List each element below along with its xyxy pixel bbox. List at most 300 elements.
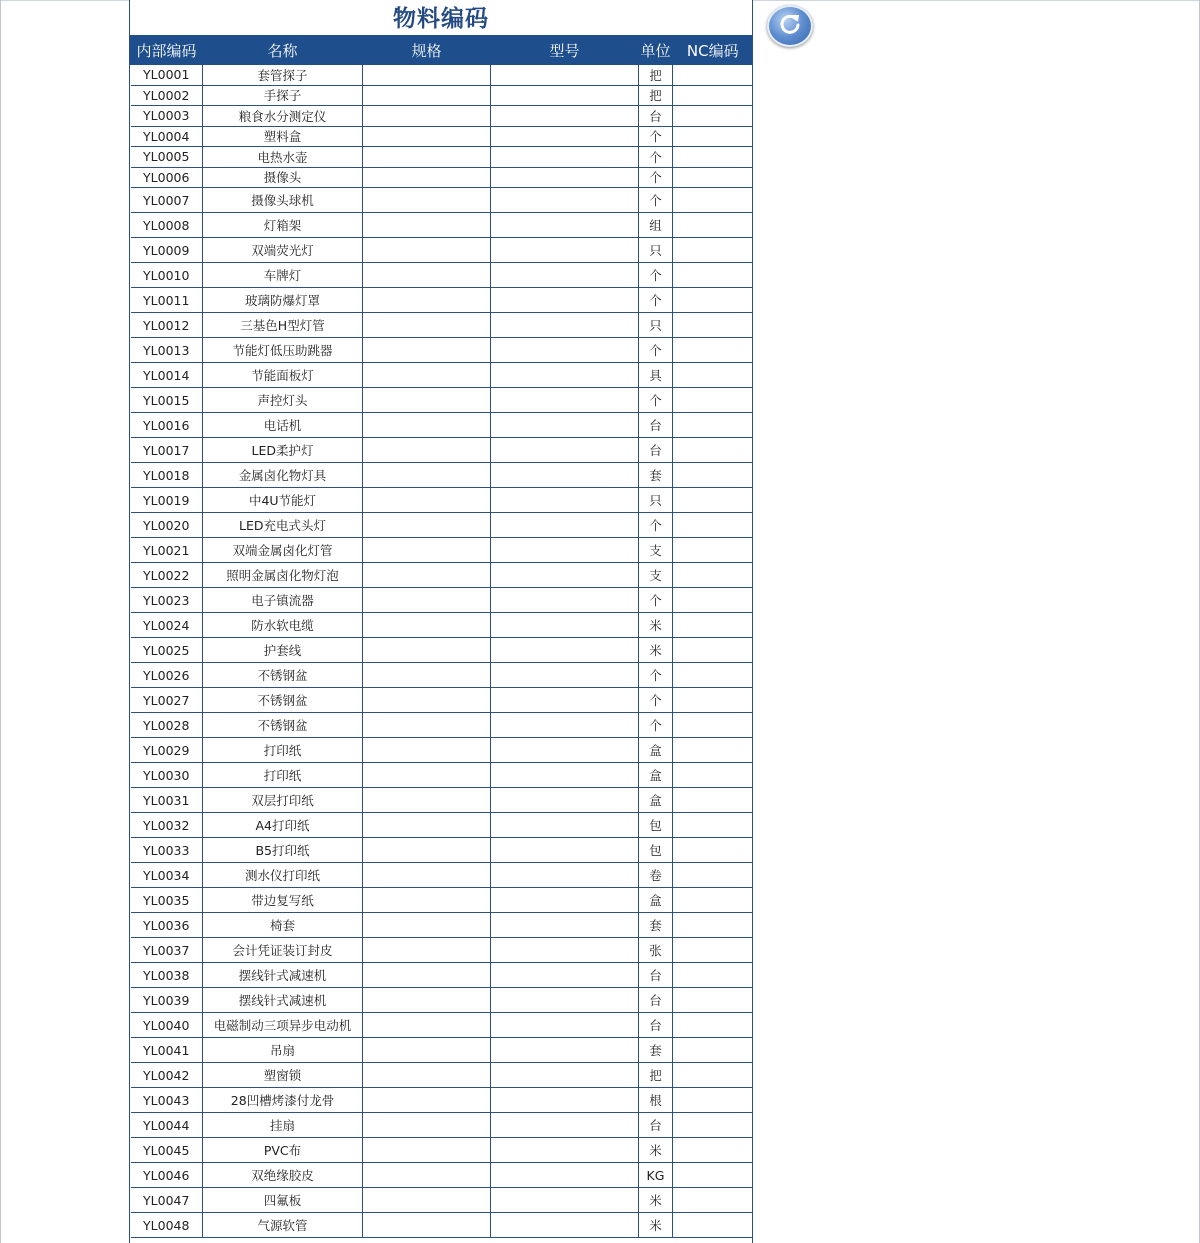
cell-nc-code[interactable]: [673, 1013, 753, 1038]
cell-unit[interactable]: 个: [639, 188, 673, 213]
cell-name[interactable]: 摆线针式减速机: [203, 988, 363, 1013]
cell-unit[interactable]: 台: [639, 988, 673, 1013]
cell-spec[interactable]: [363, 863, 491, 888]
cell-internal-code[interactable]: YL0047: [131, 1188, 203, 1213]
cell-model[interactable]: [491, 513, 639, 538]
cell-model[interactable]: [491, 1188, 639, 1213]
cell-spec[interactable]: [363, 1013, 491, 1038]
cell-model[interactable]: [491, 813, 639, 838]
cell-internal-code[interactable]: YL0010: [131, 263, 203, 288]
cell-spec[interactable]: [363, 713, 491, 738]
cell-spec[interactable]: [363, 613, 491, 638]
cell-nc-code[interactable]: [673, 1113, 753, 1138]
cell-internal-code[interactable]: YL0034: [131, 863, 203, 888]
cell-spec[interactable]: [363, 188, 491, 213]
cell-spec[interactable]: [363, 313, 491, 338]
cell-name[interactable]: 玻璃防爆灯罩: [203, 288, 363, 313]
cell-model[interactable]: [491, 413, 639, 438]
cell-name[interactable]: PVC布: [203, 1138, 363, 1163]
cell-model[interactable]: [491, 65, 639, 85]
cell-nc-code[interactable]: [673, 1038, 753, 1063]
table-row: [131, 813, 753, 838]
cell-nc-code[interactable]: [673, 338, 753, 363]
cell-internal-code[interactable]: YL0027: [131, 688, 203, 713]
cell-internal-code[interactable]: YL0016: [131, 413, 203, 438]
cell-spec[interactable]: [363, 167, 491, 188]
cell-spec[interactable]: [363, 788, 491, 813]
cell-internal-code[interactable]: YL0018: [131, 463, 203, 488]
cell-model[interactable]: [491, 963, 639, 988]
cell-nc-code[interactable]: [673, 663, 753, 688]
cell-spec[interactable]: [363, 388, 491, 413]
cell-unit[interactable]: 个: [639, 513, 673, 538]
cell-nc-code[interactable]: [673, 638, 753, 663]
cell-unit[interactable]: 只: [639, 488, 673, 513]
cell-model[interactable]: [491, 638, 639, 663]
cell-model[interactable]: [491, 1113, 639, 1138]
cell-internal-code[interactable]: YL0043: [131, 1088, 203, 1113]
cell-name[interactable]: 双层打印纸: [203, 788, 363, 813]
cell-nc-code[interactable]: [673, 938, 753, 963]
cell-unit[interactable]: 个: [639, 588, 673, 613]
cell-name[interactable]: 打印纸: [203, 738, 363, 763]
cell-name[interactable]: 塑料盒: [203, 126, 363, 147]
cell-unit[interactable]: 个: [639, 167, 673, 188]
cell-nc-code[interactable]: [673, 838, 753, 863]
cell-unit[interactable]: 个: [639, 288, 673, 313]
cell-model[interactable]: [491, 788, 639, 813]
cell-internal-code[interactable]: YL0048: [131, 1213, 203, 1238]
cell-name[interactable]: 不锈钢盆: [203, 663, 363, 688]
cell-unit[interactable]: 个: [639, 388, 673, 413]
cell-name[interactable]: 测水仪打印纸: [203, 863, 363, 888]
cell-spec[interactable]: [363, 147, 491, 168]
cell-nc-code[interactable]: [673, 363, 753, 388]
cell-internal-code[interactable]: YL0014: [131, 363, 203, 388]
cell-nc-code[interactable]: [673, 65, 753, 85]
cell-unit[interactable]: 米: [639, 1213, 673, 1238]
cell-name[interactable]: A4打印纸: [203, 813, 363, 838]
cell-name[interactable]: 气源软管: [203, 1213, 363, 1238]
cell-nc-code[interactable]: [673, 488, 753, 513]
cell-spec[interactable]: [363, 438, 491, 463]
cell-spec[interactable]: [363, 1063, 491, 1088]
cell-internal-code[interactable]: YL0042: [131, 1063, 203, 1088]
cell-spec[interactable]: [363, 588, 491, 613]
cell-spec[interactable]: [363, 813, 491, 838]
cell-unit[interactable]: 具: [639, 363, 673, 388]
cell-name[interactable]: 节能灯低压助跳器: [203, 338, 363, 363]
cell-name[interactable]: 金属卤化物灯具: [203, 463, 363, 488]
cell-unit[interactable]: 支: [639, 563, 673, 588]
cell-model[interactable]: [491, 888, 639, 913]
column-header-internal-code[interactable]: 内部编码: [131, 35, 203, 65]
cell-nc-code[interactable]: [673, 913, 753, 938]
cell-spec[interactable]: [363, 688, 491, 713]
cell-spec[interactable]: [363, 213, 491, 238]
cell-internal-code[interactable]: YL0005: [131, 147, 203, 168]
cell-unit[interactable]: 个: [639, 126, 673, 147]
cell-model[interactable]: [491, 763, 639, 788]
cell-model[interactable]: [491, 167, 639, 188]
cell-model[interactable]: [491, 688, 639, 713]
cell-internal-code[interactable]: YL0001: [131, 65, 203, 85]
cell-nc-code[interactable]: [673, 688, 753, 713]
cell-internal-code[interactable]: YL0022: [131, 563, 203, 588]
cell-spec[interactable]: [363, 338, 491, 363]
cell-spec[interactable]: [363, 126, 491, 147]
cell-internal-code[interactable]: YL0030: [131, 763, 203, 788]
column-header-name[interactable]: 名称: [203, 35, 363, 65]
cell-internal-code[interactable]: YL0019: [131, 488, 203, 513]
cell-name[interactable]: 电子镇流器: [203, 588, 363, 613]
cell-spec[interactable]: [363, 85, 491, 106]
cell-nc-code[interactable]: [673, 413, 753, 438]
cell-model[interactable]: [491, 147, 639, 168]
cell-spec[interactable]: [363, 1138, 491, 1163]
cell-nc-code[interactable]: [673, 888, 753, 913]
cell-spec[interactable]: [363, 1088, 491, 1113]
cell-model[interactable]: [491, 1138, 639, 1163]
cell-nc-code[interactable]: [673, 1213, 753, 1238]
cell-name[interactable]: 带边复写纸: [203, 888, 363, 913]
cell-model[interactable]: [491, 663, 639, 688]
cell-nc-code[interactable]: [673, 288, 753, 313]
cell-name[interactable]: 电话机: [203, 413, 363, 438]
cell-name[interactable]: 双绝缘胶皮: [203, 1163, 363, 1188]
cell-name[interactable]: 椅套: [203, 913, 363, 938]
cell-spec[interactable]: [363, 488, 491, 513]
cell-spec[interactable]: [363, 938, 491, 963]
cell-model[interactable]: [491, 213, 639, 238]
cell-internal-code[interactable]: YL0008: [131, 213, 203, 238]
cell-name[interactable]: 四氟板: [203, 1188, 363, 1213]
cell-name[interactable]: 摆线针式减速机: [203, 963, 363, 988]
cell-spec[interactable]: [363, 238, 491, 263]
cell-spec[interactable]: [363, 413, 491, 438]
cell-unit[interactable]: 米: [639, 613, 673, 638]
cell-model[interactable]: [491, 538, 639, 563]
cell-unit[interactable]: 包: [639, 838, 673, 863]
cell-unit[interactable]: 台: [639, 438, 673, 463]
cell-unit[interactable]: 盒: [639, 888, 673, 913]
cell-name[interactable]: 电热水壶: [203, 147, 363, 168]
cell-nc-code[interactable]: [673, 313, 753, 338]
cell-internal-code[interactable]: YL0004: [131, 126, 203, 147]
cell-unit[interactable]: 米: [639, 1188, 673, 1213]
cell-model[interactable]: [491, 126, 639, 147]
cell-model[interactable]: [491, 388, 639, 413]
cell-model[interactable]: [491, 1213, 639, 1238]
cell-name[interactable]: LED充电式头灯: [203, 513, 363, 538]
cell-nc-code[interactable]: [673, 988, 753, 1013]
cell-spec[interactable]: [363, 1038, 491, 1063]
column-header-unit[interactable]: 单位: [639, 35, 673, 65]
cell-model[interactable]: [491, 338, 639, 363]
cell-name[interactable]: 灯箱架: [203, 213, 363, 238]
cell-unit[interactable]: 把: [639, 85, 673, 106]
cell-model[interactable]: [491, 938, 639, 963]
cell-model[interactable]: [491, 588, 639, 613]
cell-unit[interactable]: 台: [639, 106, 673, 127]
cell-unit[interactable]: 把: [639, 65, 673, 85]
cell-unit[interactable]: 个: [639, 338, 673, 363]
cell-nc-code[interactable]: [673, 738, 753, 763]
column-header-nc-code[interactable]: NC编码: [673, 35, 753, 65]
cell-name[interactable]: 吊扇: [203, 1038, 363, 1063]
cell-internal-code[interactable]: YL0012: [131, 313, 203, 338]
cell-model[interactable]: [491, 738, 639, 763]
cell-nc-code[interactable]: [673, 538, 753, 563]
cell-nc-code[interactable]: [673, 613, 753, 638]
cell-name[interactable]: 28凹槽烤漆付龙骨: [203, 1088, 363, 1113]
cell-unit[interactable]: KG: [639, 1163, 673, 1188]
cell-nc-code[interactable]: [673, 788, 753, 813]
cell-internal-code[interactable]: YL0039: [131, 988, 203, 1013]
table-row: [131, 167, 753, 188]
cell-internal-code[interactable]: YL0011: [131, 288, 203, 313]
cell-spec[interactable]: [363, 1213, 491, 1238]
cell-name[interactable]: 摄像头: [203, 167, 363, 188]
cell-internal-code[interactable]: YL0033: [131, 838, 203, 863]
cell-model[interactable]: [491, 563, 639, 588]
cell-model[interactable]: [491, 238, 639, 263]
cell-unit[interactable]: 米: [639, 638, 673, 663]
cell-model[interactable]: [491, 463, 639, 488]
cell-unit[interactable]: 个: [639, 688, 673, 713]
cell-internal-code[interactable]: YL0035: [131, 888, 203, 913]
cell-model[interactable]: [491, 988, 639, 1013]
cell-internal-code[interactable]: YL0023: [131, 588, 203, 613]
cell-name[interactable]: 粮食水分测定仪: [203, 106, 363, 127]
cell-spec[interactable]: [363, 363, 491, 388]
cell-spec[interactable]: [363, 763, 491, 788]
cell-name[interactable]: 不锈钢盆: [203, 713, 363, 738]
cell-unit[interactable]: 把: [639, 1063, 673, 1088]
cell-nc-code[interactable]: [673, 238, 753, 263]
cell-internal-code[interactable]: YL0013: [131, 338, 203, 363]
cell-model[interactable]: [491, 438, 639, 463]
cell-model[interactable]: [491, 863, 639, 888]
cell-unit[interactable]: 张: [639, 938, 673, 963]
cell-internal-code[interactable]: YL0044: [131, 1113, 203, 1138]
cell-unit[interactable]: 套: [639, 1038, 673, 1063]
column-header-spec[interactable]: 规格: [363, 35, 491, 65]
cell-spec[interactable]: [363, 838, 491, 863]
cell-internal-code[interactable]: YL0045: [131, 1138, 203, 1163]
column-header-model[interactable]: 型号: [491, 35, 639, 65]
cell-unit[interactable]: 台: [639, 1013, 673, 1038]
cell-nc-code[interactable]: [673, 963, 753, 988]
cell-name[interactable]: 防水软电缆: [203, 613, 363, 638]
cell-unit[interactable]: 只: [639, 313, 673, 338]
cell-internal-code[interactable]: YL0028: [131, 713, 203, 738]
cell-name[interactable]: 会计凭证装订封皮: [203, 938, 363, 963]
refresh-button[interactable]: [767, 5, 813, 47]
cell-name[interactable]: 双端荧光灯: [203, 238, 363, 263]
cell-name[interactable]: 电磁制动三项异步电动机: [203, 1013, 363, 1038]
cell-model[interactable]: [491, 713, 639, 738]
cell-internal-code[interactable]: YL0015: [131, 388, 203, 413]
cell-model[interactable]: [491, 363, 639, 388]
cell-unit[interactable]: 米: [639, 1138, 673, 1163]
cell-nc-code[interactable]: [673, 1063, 753, 1088]
cell-nc-code[interactable]: [673, 263, 753, 288]
cell-internal-code[interactable]: YL0026: [131, 663, 203, 688]
cell-unit[interactable]: 台: [639, 1113, 673, 1138]
cell-name[interactable]: 三基色H型灯管: [203, 313, 363, 338]
cell-nc-code[interactable]: [673, 213, 753, 238]
cell-nc-code[interactable]: [673, 563, 753, 588]
cell-unit[interactable]: 个: [639, 663, 673, 688]
cell-model[interactable]: [491, 1063, 639, 1088]
cell-nc-code[interactable]: [673, 713, 753, 738]
cell-unit[interactable]: 台: [639, 413, 673, 438]
cell-internal-code[interactable]: YL0038: [131, 963, 203, 988]
cell-name[interactable]: LED柔护灯: [203, 438, 363, 463]
cell-spec[interactable]: [363, 963, 491, 988]
cell-internal-code[interactable]: YL0029: [131, 738, 203, 763]
table-row: [131, 913, 753, 938]
cell-unit[interactable]: 盒: [639, 788, 673, 813]
cell-nc-code[interactable]: [673, 813, 753, 838]
cell-unit[interactable]: 卷: [639, 863, 673, 888]
cell-name[interactable]: 手探子: [203, 85, 363, 106]
cell-name[interactable]: 挂扇: [203, 1113, 363, 1138]
cell-unit[interactable]: 套: [639, 913, 673, 938]
cell-internal-code[interactable]: YL0009: [131, 238, 203, 263]
cell-model[interactable]: [491, 488, 639, 513]
cell-model[interactable]: [491, 613, 639, 638]
cell-unit[interactable]: 盒: [639, 763, 673, 788]
cell-nc-code[interactable]: [673, 1188, 753, 1213]
cell-nc-code[interactable]: [673, 85, 753, 106]
cell-name[interactable]: 中4U节能灯: [203, 488, 363, 513]
table-row: [131, 863, 753, 888]
cell-name[interactable]: 双端金属卤化灯管: [203, 538, 363, 563]
cell-nc-code[interactable]: [673, 147, 753, 168]
cell-nc-code[interactable]: [673, 188, 753, 213]
cell-nc-code[interactable]: [673, 863, 753, 888]
table-row: [131, 838, 753, 863]
cell-unit[interactable]: 套: [639, 463, 673, 488]
cell-spec[interactable]: [363, 563, 491, 588]
cell-nc-code[interactable]: [673, 106, 753, 127]
cell-internal-code[interactable]: YL0041: [131, 1038, 203, 1063]
cell-model[interactable]: [491, 288, 639, 313]
cell-nc-code[interactable]: [673, 463, 753, 488]
cell-unit[interactable]: 个: [639, 713, 673, 738]
cell-spec[interactable]: [363, 513, 491, 538]
cell-nc-code[interactable]: [673, 1088, 753, 1113]
cell-spec[interactable]: [363, 65, 491, 85]
cell-internal-code[interactable]: YL0032: [131, 813, 203, 838]
cell-internal-code[interactable]: YL0021: [131, 538, 203, 563]
cell-internal-code[interactable]: YL0040: [131, 1013, 203, 1038]
cell-model[interactable]: [491, 1013, 639, 1038]
cell-spec[interactable]: [363, 913, 491, 938]
cell-nc-code[interactable]: [673, 513, 753, 538]
cell-spec[interactable]: [363, 538, 491, 563]
cell-name[interactable]: 打印纸: [203, 763, 363, 788]
cell-name[interactable]: 声控灯头: [203, 388, 363, 413]
cell-name[interactable]: B5打印纸: [203, 838, 363, 863]
cell-nc-code[interactable]: [673, 388, 753, 413]
cell-internal-code[interactable]: YL0036: [131, 913, 203, 938]
cell-model[interactable]: [491, 85, 639, 106]
cell-nc-code[interactable]: [673, 167, 753, 188]
cell-unit[interactable]: 根: [639, 1088, 673, 1113]
cell-name[interactable]: 套管探子: [203, 65, 363, 85]
cell-internal-code[interactable]: YL0020: [131, 513, 203, 538]
cell-unit[interactable]: 只: [639, 238, 673, 263]
cell-internal-code[interactable]: YL0024: [131, 613, 203, 638]
cell-spec[interactable]: [363, 1113, 491, 1138]
cell-model[interactable]: [491, 188, 639, 213]
cell-model[interactable]: [491, 1038, 639, 1063]
cell-nc-code[interactable]: [673, 763, 753, 788]
cell-model[interactable]: [491, 838, 639, 863]
cell-internal-code[interactable]: YL0046: [131, 1163, 203, 1188]
cell-spec[interactable]: [363, 663, 491, 688]
cell-name[interactable]: 照明金属卤化物灯泡: [203, 563, 363, 588]
cell-internal-code[interactable]: YL0002: [131, 85, 203, 106]
cell-name[interactable]: 塑窗锁: [203, 1063, 363, 1088]
cell-internal-code[interactable]: YL0003: [131, 106, 203, 127]
cell-internal-code[interactable]: YL0006: [131, 167, 203, 188]
cell-nc-code[interactable]: [673, 438, 753, 463]
cell-internal-code[interactable]: YL0037: [131, 938, 203, 963]
cell-name[interactable]: 护套线: [203, 638, 363, 663]
cell-unit[interactable]: 包: [639, 813, 673, 838]
cell-nc-code[interactable]: [673, 1138, 753, 1163]
cell-spec[interactable]: [363, 106, 491, 127]
cell-internal-code[interactable]: YL0007: [131, 188, 203, 213]
cell-nc-code[interactable]: [673, 126, 753, 147]
cell-unit[interactable]: 组: [639, 213, 673, 238]
cell-spec[interactable]: [363, 463, 491, 488]
cell-spec[interactable]: [363, 1188, 491, 1213]
cell-name[interactable]: 不锈钢盆: [203, 688, 363, 713]
cell-spec[interactable]: [363, 638, 491, 663]
cell-name[interactable]: 摄像头球机: [203, 188, 363, 213]
cell-internal-code[interactable]: YL0031: [131, 788, 203, 813]
cell-spec[interactable]: [363, 1163, 491, 1188]
cell-model[interactable]: [491, 913, 639, 938]
cell-internal-code[interactable]: YL0025: [131, 638, 203, 663]
cell-unit[interactable]: 支: [639, 538, 673, 563]
cell-nc-code[interactable]: [673, 588, 753, 613]
cell-nc-code[interactable]: [673, 1163, 753, 1188]
cell-spec[interactable]: [363, 263, 491, 288]
cell-spec[interactable]: [363, 288, 491, 313]
cell-unit[interactable]: 个: [639, 147, 673, 168]
cell-model[interactable]: [491, 1163, 639, 1188]
cell-unit[interactable]: 台: [639, 963, 673, 988]
cell-model[interactable]: [491, 263, 639, 288]
cell-model[interactable]: [491, 313, 639, 338]
cell-model[interactable]: [491, 106, 639, 127]
cell-unit[interactable]: 个: [639, 263, 673, 288]
cell-spec[interactable]: [363, 988, 491, 1013]
cell-name[interactable]: 节能面板灯: [203, 363, 363, 388]
cell-name[interactable]: 车牌灯: [203, 263, 363, 288]
cell-spec[interactable]: [363, 888, 491, 913]
cell-model[interactable]: [491, 1088, 639, 1113]
cell-unit[interactable]: 盒: [639, 738, 673, 763]
cell-internal-code[interactable]: YL0017: [131, 438, 203, 463]
cell-spec[interactable]: [363, 738, 491, 763]
